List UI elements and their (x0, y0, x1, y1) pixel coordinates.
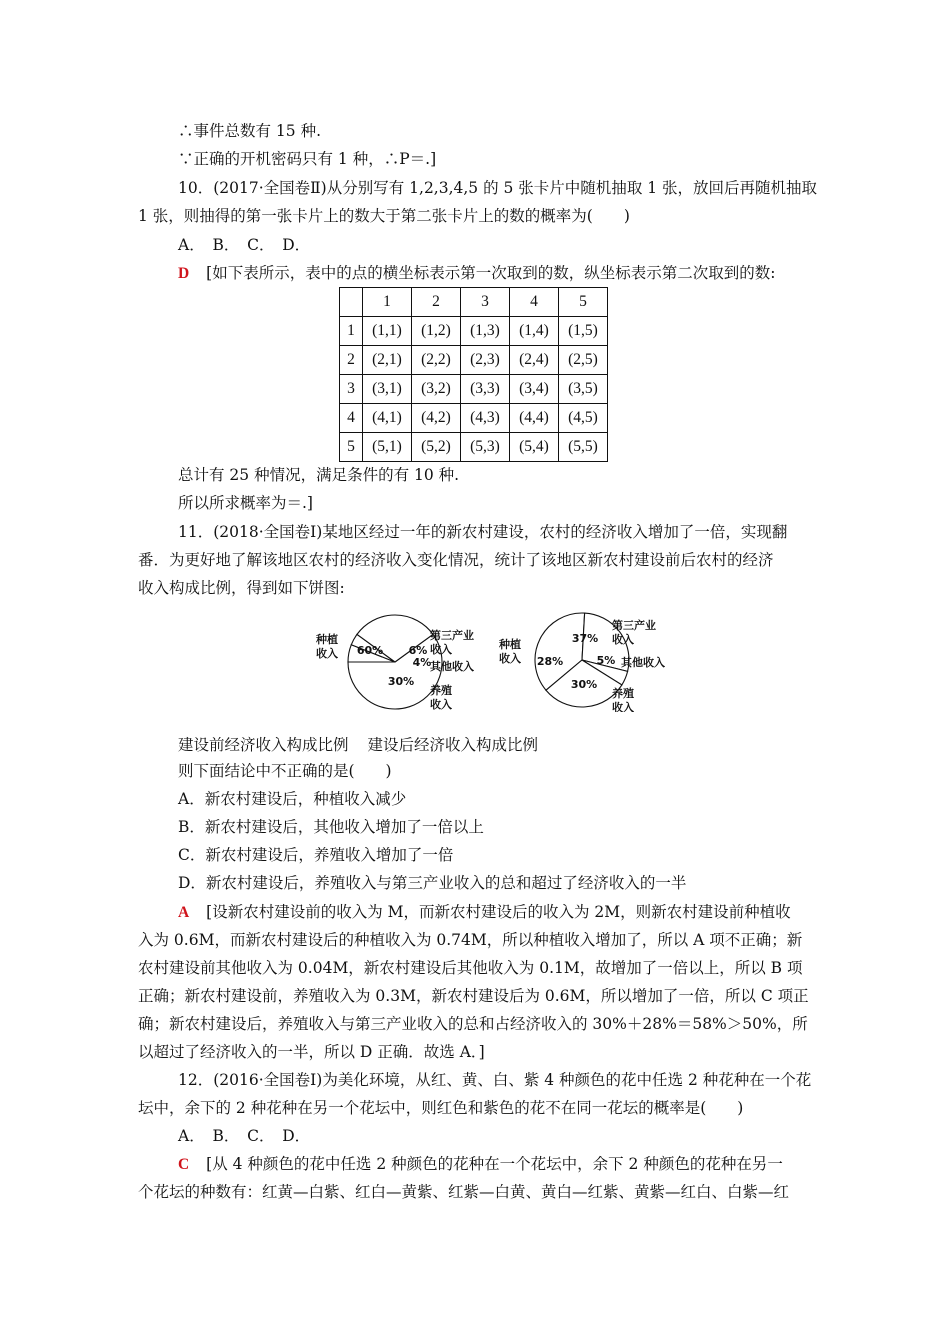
table-cell: (1,5) (559, 317, 608, 346)
answer-text: [如下表所示，表中的点的横坐标表示第一次取到的数，纵坐标表示第二次取到的数: (206, 264, 776, 282)
table-header-cell: 1 (363, 288, 412, 317)
table-cell: (5,5) (559, 433, 608, 462)
answer-text: 确；新农村建设后，养殖收入与第三产业收入的总和占经济收入的 30%＋28%＝58%＞50%，所 (138, 1015, 808, 1033)
pie-outside-label: 第三产业 (430, 629, 474, 642)
answer-12 (178, 1153, 783, 1176)
pie-outside-label: 收入 (430, 643, 452, 656)
table-header-row (340, 288, 608, 317)
table-cell: (4,5) (559, 404, 608, 433)
question-10-options: A． B． C． D． (178, 236, 311, 254)
text-line: ∵正确的开机密码只有 1 种，∴P＝.] (178, 150, 437, 168)
question-11-prompt: 则下面结论中不正确的是( ) (178, 762, 392, 780)
pie-caption-before: 建设前经济收入构成比例 (178, 736, 349, 754)
pie-slice-label: 30% (570, 678, 598, 691)
answer-text: 入为 0.6M，而新农村建设后的种植收入为 0.74M，所以种植收入增加了，所以 A 项不正确；新 (138, 931, 803, 949)
table-row-header: 3 (340, 375, 363, 404)
table-cell: (2,3) (461, 346, 510, 375)
question-12-line: 12．(2016·全国卷Ⅰ)为美化环境，从红、黄、白、紫 4 种颜色的花中任选 2 种花种在一个花 (178, 1071, 812, 1089)
pie-caption-after: 建设后经济收入构成比例 (367, 736, 538, 754)
pie-outside-label: 其他收入 (621, 656, 665, 669)
answer-11 (178, 901, 791, 924)
pie-outside-label: 收入 (430, 698, 452, 711)
table-cell: (1,3) (461, 317, 510, 346)
answer-letter: D (178, 265, 190, 282)
table-header-cell: 5 (559, 288, 608, 317)
pie-outside-label: 养殖 (430, 684, 452, 697)
outcome-table (339, 287, 608, 462)
pie-chart-before (315, 615, 474, 711)
answer-text: [从 4 种颜色的花中任选 2 种颜色的花种在一个花坛中，余下 2 种颜色的花种在另一 (206, 1155, 783, 1173)
table-row-header: 2 (340, 346, 363, 375)
table-cell: (5,4) (510, 433, 559, 462)
table-row (340, 404, 608, 433)
question-11-line: 11．(2018·全国卷Ⅰ)某地区经过一年的新农村建设，农村的经济收入增加了一倍，实现翻 (178, 523, 788, 541)
table-cell: (3,5) (559, 375, 608, 404)
option-a: A．新农村建设后，种植收入减少 (178, 790, 407, 808)
pie-slice-label: 6% (408, 644, 428, 657)
answer-text: 以超过了经济收入的一半，所以 D 正确．故选 A．] (138, 1043, 485, 1061)
table-cell: (2,4) (510, 346, 559, 375)
pie-outside-label: 收入 (612, 633, 634, 646)
answer-text: 个花坛的种数有：红黄—白紫、红白—黄紫、红紫—白黄、黄白—红紫、黄紫—红白、白紫—红 (138, 1183, 790, 1201)
table-row (340, 433, 608, 462)
text-line: 总计有 25 种情况，满足条件的有 10 种. (178, 466, 460, 484)
answer-letter: C (178, 1156, 190, 1173)
pie-slice-label: 30% (387, 675, 415, 688)
pie-outside-label: 收入 (316, 647, 338, 660)
pie-outside-label: 收入 (612, 701, 634, 712)
table-row (340, 346, 608, 375)
table-cell: (3,2) (412, 375, 461, 404)
table-cell: (1,1) (363, 317, 412, 346)
option-b: B．新农村建设后，其他收入增加了一倍以上 (178, 818, 484, 836)
answer-text: 正确；新农村建设前，养殖收入为 0.3M，新农村建设后为 0.6M，所以增加了一倍，所以 C 项正 (138, 987, 809, 1005)
table-cell: (1,4) (510, 317, 559, 346)
option-d: D．新农村建设后，养殖收入与第三产业收入的总和超过了经济收入的一半 (178, 874, 687, 892)
question-12-options: A． B． C． D． (178, 1127, 311, 1145)
pie-charts (310, 612, 680, 712)
pie-outside-label: 种植 (316, 633, 338, 646)
pie-chart-after (498, 613, 665, 712)
table-cell: (4,1) (363, 404, 412, 433)
table-cell: (3,3) (461, 375, 510, 404)
table-row (340, 317, 608, 346)
option-c: C．新农村建设后，养殖收入增加了一倍 (178, 846, 454, 864)
table-cell: (1,2) (412, 317, 461, 346)
table-cell: (3,4) (510, 375, 559, 404)
pie-outside-label: 养殖 (612, 687, 634, 700)
pie-slice-label: 60% (356, 644, 384, 657)
table-header-cell (340, 288, 363, 317)
pie-captions (178, 733, 552, 755)
pie-outside-label: 第三产业 (612, 619, 656, 632)
table-cell: (4,4) (510, 404, 559, 433)
table-cell: (5,3) (461, 433, 510, 462)
answer-letter: A (178, 904, 190, 921)
table-row-header: 1 (340, 317, 363, 346)
pie-slice-label: 37% (571, 632, 599, 645)
text-line: 所以所求概率为＝.] (178, 494, 313, 512)
answer-text: [设新农村建设前的收入为 M，而新农村建设后的收入为 2M，则新农村建设前种植收 (206, 903, 791, 921)
table-cell: (2,5) (559, 346, 608, 375)
table-header-cell: 2 (412, 288, 461, 317)
pie-slice-label: 4% (412, 656, 432, 669)
table-row-header: 5 (340, 433, 363, 462)
pie-slice-label: 5% (596, 654, 616, 667)
table-cell: (2,2) (412, 346, 461, 375)
answer-10 (178, 262, 775, 285)
table-header-cell: 3 (461, 288, 510, 317)
table-cell: (4,2) (412, 404, 461, 433)
question-10-line: 10．(2017·全国卷Ⅱ)从分别写有 1,2,3,4,5 的 5 张卡片中随机抽取 1 张，放回后再随机抽取 (178, 179, 818, 197)
table-cell: (5,1) (363, 433, 412, 462)
table-cell: (3,1) (363, 375, 412, 404)
pie-outside-label: 收入 (499, 652, 521, 665)
table-header-cell: 4 (510, 288, 559, 317)
table-cell: (2,1) (363, 346, 412, 375)
table-cell: (5,2) (412, 433, 461, 462)
question-12-line: 坛中，余下的 2 种花种在另一个花坛中，则红色和紫色的花不在同一花坛的概率是( ) (138, 1099, 744, 1117)
table-cell: (4,3) (461, 404, 510, 433)
answer-text: 农村建设前其他收入为 0.04M，新农村建设后其他收入为 0.1M，故增加了一倍以上，所以 B 项 (138, 959, 803, 977)
table-row (340, 375, 608, 404)
question-10-line: 1 张，则抽得的第一张卡片上的数大于第二张卡片上的数的概率为( ) (138, 207, 630, 225)
pie-outside-label: 种植 (499, 638, 521, 651)
table-row-header: 4 (340, 404, 363, 433)
question-11-line: 收入构成比例，得到如下饼图: (138, 579, 345, 597)
pie-outside-label: 其他收入 (430, 660, 474, 673)
question-11-line: 番．为更好地了解该地区农村的经济收入变化情况，统计了该地区新农村建设前后农村的经济 (138, 551, 774, 569)
pie-slice-label: 28% (536, 655, 564, 668)
text-line: ∴事件总数有 15 种. (178, 122, 322, 140)
